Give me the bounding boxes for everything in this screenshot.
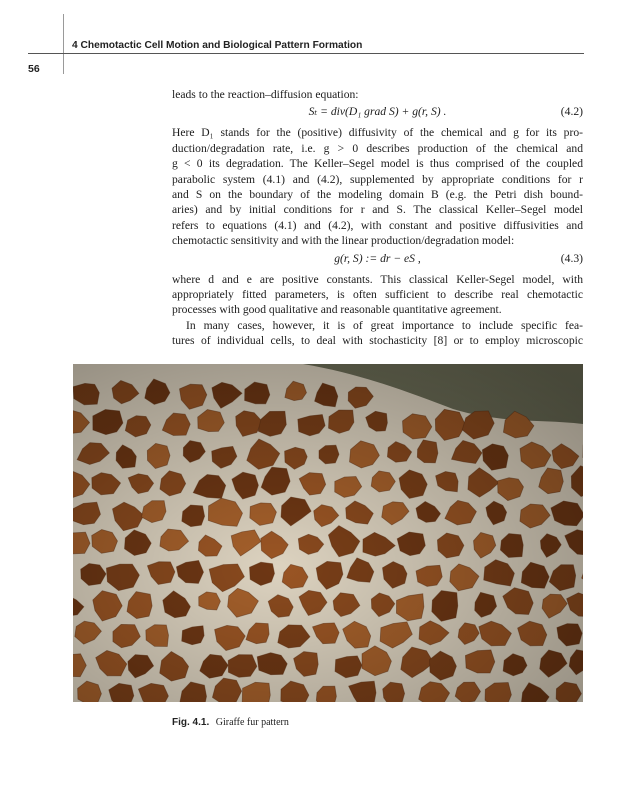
giraffe-fur-photo (73, 364, 583, 702)
equation-number: (4.2) (560, 105, 583, 119)
text-line: appropriately fitted parameters, is often sufficient to describe real chemotactic (172, 288, 583, 302)
header-rule (28, 53, 584, 54)
text-line: and S on the boundary of the modeling domain B (e.g. the Petri dish bound- (172, 188, 583, 202)
margin-rule (63, 14, 64, 74)
running-header: 4 Chemotactic Cell Motion and Biological Pattern Formation (72, 40, 363, 51)
caption-text: Giraffe fur pattern (215, 717, 289, 728)
text-line: aries) and by initial conditions for r and S. The classical Keller–Segel model (172, 203, 583, 217)
text-line: parabolic system (4.1) and (4.2), supplemented by appropriate conditions for r (172, 172, 583, 186)
text-line: Here D₁ stands for the (positive) diffusivity of the chemical and g for its pro- (172, 126, 583, 140)
text-line: where d and e are positive constants. This classical Keller-Segel model, with (172, 272, 583, 286)
text-line: g < 0 its degradation. The Keller–Segel model is thus comprised of the coupled (172, 157, 583, 171)
equation-number: (4.3) (560, 251, 583, 265)
body-text (172, 87, 583, 349)
figure-label: Fig. 4.1. (172, 717, 210, 728)
text-line: refers to equations (4.1) and (4.2), with constant and positive diffusivities and (172, 218, 583, 232)
equation-4-3 (172, 251, 583, 271)
page-number: 56 (28, 63, 40, 75)
text-line: duction/degradation rate, i.e. g > 0 describes production of the chemical and (172, 141, 583, 155)
text-line: In many cases, however, it is of great importance to include specific fea- (186, 318, 583, 332)
figure-caption (172, 717, 289, 728)
text-line: chemotactic sensitivity and with the linear production/degradation model: (172, 234, 515, 248)
equation-4-2 (172, 104, 583, 124)
equation-math: g(r, S) := dr − eS , (334, 251, 421, 265)
text-line: tures of individual cells, to deal with stochasticity [8] or to employ microscopic (172, 334, 583, 348)
equation-math: Sₜ = div(D₁ grad S) + g(r, S) . (308, 105, 447, 119)
text-line: leads to the reaction–diffusion equation: (172, 88, 359, 101)
text-line: processes with good qualitative and reasonable quantitative agreement. (172, 303, 502, 317)
